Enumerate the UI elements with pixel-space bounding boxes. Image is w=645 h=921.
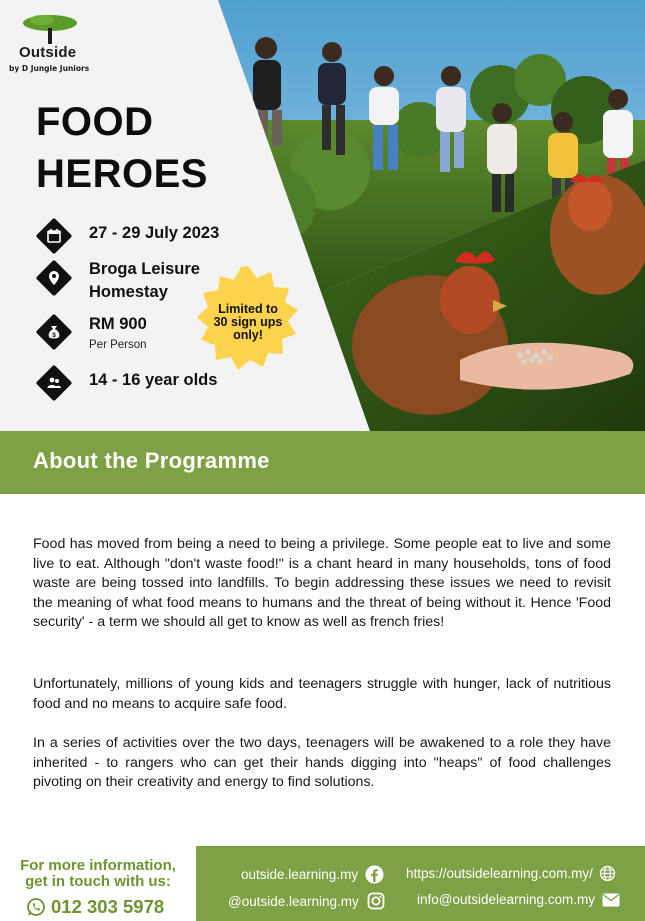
calendar-icon: [36, 218, 72, 254]
facebook-handle: outside.learning.my: [241, 867, 359, 882]
event-age: 14 - 16 year olds: [89, 371, 218, 389]
about-paragraph-2: Unfortunately, millions of young kids and teenagers struggle with hunger, lack of nutritious food and no means to acquire safe food.: [33, 676, 611, 712]
email-address: info@outsidelearning.com.my: [417, 892, 596, 907]
about-paragraph-1: Food has moved from being a need to being a privilege. Some people eat to live and some live to eat. Although "don't waste food!" is a chant heard in many households, tons of food waste are being tossed into landfills. To begin addressing these issues we need to revisit the meaning of what food means to humans and the threat of being without it. Hence 'Food security' - a term we should all get to know as well as french fries!: [33, 536, 611, 631]
whatsapp-icon: [26, 897, 46, 917]
contact-line1: For more information,: [20, 857, 176, 874]
about-header-band: [0, 431, 645, 494]
tree-icon: [22, 14, 78, 44]
phone-contact[interactable]: [26, 896, 164, 918]
money-bag-icon: [36, 314, 72, 350]
contact-line2: get in touch with us:: [25, 873, 171, 890]
contact-heading: [0, 858, 196, 890]
brand-logo[interactable]: [8, 14, 118, 76]
facebook-icon: [365, 865, 384, 884]
event-price: RM 900: [89, 315, 147, 333]
footer: [0, 846, 645, 921]
event-venue-line2: Homestay: [89, 283, 168, 301]
event-venue: [89, 258, 200, 304]
limited-badge-text: [193, 303, 303, 342]
brand-tagline: by D Jungle Juniors: [9, 64, 90, 73]
event-price-note: Per Person: [89, 339, 147, 351]
event-venue-row: [36, 258, 200, 304]
brand-name: Outside: [19, 44, 77, 61]
event-title-line2: HEROES: [36, 152, 208, 196]
phone-number: 012 303 5978: [51, 896, 165, 917]
about-paragraph-3: In a series of activities over the two days, teenagers will be awakened to a role they have inherited - to rangers who can get their hands digging into "heaps" of food challenges pivoting on their creativity and energy to find solutions.: [33, 735, 611, 791]
hero-section: [0, 0, 645, 431]
about-heading: About the Programme: [33, 448, 270, 473]
event-price-row: [36, 314, 147, 352]
instagram-link[interactable]: [228, 892, 385, 910]
facebook-link[interactable]: [241, 865, 384, 884]
instagram-handle: @outside.learning.my: [228, 893, 359, 909]
mail-icon: [602, 893, 620, 907]
location-pin-icon: [36, 260, 72, 296]
event-age-row: [36, 365, 217, 401]
instagram-icon: [367, 892, 385, 910]
globe-icon: [599, 865, 616, 882]
event-venue-line1: Broga Leisure: [89, 260, 200, 278]
badge-line2: 30 sign ups: [213, 315, 283, 329]
website-link[interactable]: [406, 865, 616, 882]
event-price-block: [89, 313, 147, 352]
people-icon: [36, 365, 72, 401]
event-date: 27 - 29 July 2023: [89, 224, 220, 242]
event-title-line1: FOOD: [36, 100, 154, 144]
website-url: https://outsidelearning.com.my/: [406, 866, 593, 881]
svg-text:$: $: [52, 332, 56, 339]
badge-line3: only!: [233, 328, 263, 342]
event-title: [36, 96, 208, 200]
badge-line1: Limited to: [218, 302, 278, 316]
email-link[interactable]: [417, 892, 620, 907]
event-date-row: [36, 218, 219, 254]
